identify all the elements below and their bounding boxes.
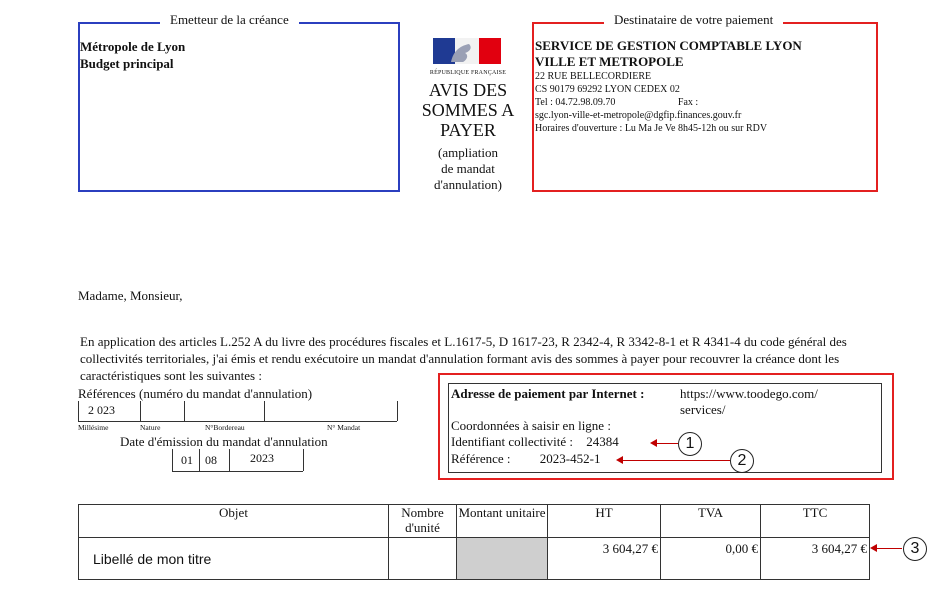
header-ht: HT: [548, 505, 661, 538]
references-label: Références (numéro du mandat d'annulation): [78, 386, 313, 401]
payment-id-row: [451, 434, 619, 450]
destination-name-line2: VILLE ET METROPOLE: [535, 54, 684, 69]
callout-arrow-2: [622, 460, 730, 461]
callout-number-3: 3: [903, 537, 927, 561]
references-year: 2 023: [88, 403, 115, 417]
document-subtitle-line3: d'annulation): [433, 177, 503, 192]
payment-internet-label: Adresse de paiement par Internet :: [451, 386, 645, 401]
payment-url-line2[interactable]: services/: [680, 402, 726, 417]
emitter-name-line1: Métropole de Lyon: [80, 39, 186, 54]
references-grid: [78, 401, 397, 422]
amounts-table: [78, 504, 870, 580]
intro-paragraph: En application des articles L.252 A du livre des procédures fiscales et L.1617-5, D 1617-23, R 2342-4, R 3342-8-1 et R 4341-4 du code général des collectivités territoriales, j'ai émis et rendu exécutoire un mandat d'annulation formant avis des sommes à payer pour recouvrer la créance dont les caractéristiques sont les suivantes :: [80, 334, 847, 383]
header-ttc: TTC: [761, 505, 870, 538]
callout-arrow-1: [656, 443, 678, 444]
cell-ht: 3 604,27 €: [548, 538, 661, 580]
cell-nombre: [389, 538, 457, 580]
emitter-name: [80, 38, 185, 72]
cell-montant: [457, 538, 548, 580]
date-day: 01: [181, 453, 193, 467]
callout-arrow-3: [876, 548, 902, 549]
payment-id-label: Identifiant collectivité :: [451, 434, 574, 449]
payment-url[interactable]: [680, 386, 870, 418]
marianne-logo-icon: [433, 38, 501, 64]
document-subtitle-line1: (ampliation: [438, 145, 498, 160]
label-millesime: Millésime: [78, 423, 109, 432]
emitter-name-line2: Budget principal: [80, 56, 174, 71]
destination-email[interactable]: sgc.lyon-ville-et-metropole@dgfip.finances.gouv.fr: [535, 110, 742, 121]
header-nombre: Nombre d'unité: [389, 505, 457, 538]
header-objet: Objet: [79, 505, 389, 538]
label-bordereau: N°Bordereau: [205, 423, 245, 432]
table-header-row: [79, 505, 870, 538]
destination-details: [535, 70, 875, 135]
destination-fax: Fax :: [677, 97, 699, 108]
callout-number-1: 1: [678, 432, 702, 456]
payment-id-value: 24384: [586, 434, 619, 449]
callout-arrowhead-3: [870, 544, 877, 552]
callout-number-2: 2: [730, 449, 754, 473]
references-divider: [184, 401, 185, 421]
destination-name: [535, 38, 870, 70]
payment-url-line1[interactable]: https://www.toodego.com/: [680, 386, 818, 401]
date-divider: [229, 449, 230, 471]
callout-arrowhead-2: [616, 456, 623, 464]
salutation: Madame, Monsieur,: [78, 288, 183, 303]
header-montant: Montant unitaire: [457, 505, 548, 538]
destination-hours: Horaires d'ouverture : Lu Ma Je Ve 8h45-12h ou sur RDV: [535, 123, 768, 134]
payment-coord-label: Coordonnées à saisir en ligne :: [451, 418, 611, 433]
date-month: 08: [205, 453, 217, 467]
document-title-line2: SOMMES A: [421, 100, 515, 120]
cell-objet: Libellé de mon titre: [79, 538, 389, 580]
references-divider: [140, 401, 141, 421]
date-label: Date d'émission du mandat d'annulation: [120, 434, 328, 449]
document-subtitle: [410, 145, 526, 193]
destination-address1: 22 RUE BELLECORDIERE: [535, 71, 652, 82]
document-title-line3: PAYER: [440, 120, 496, 140]
document-title: [410, 80, 526, 140]
payment-ref-row: [451, 451, 600, 467]
header-tva: TVA: [661, 505, 761, 538]
document-title-line1: AVIS DES: [428, 80, 508, 100]
destination-tel: Tel : 04.72.98.09.70: [535, 97, 616, 108]
label-mandat: N° Mandat: [327, 423, 361, 432]
label-nature: Nature: [140, 423, 161, 432]
destination-title: Destinataire de votre paiement: [604, 12, 783, 28]
destination-address2: CS 90179 69292 LYON CEDEX 02: [535, 84, 680, 95]
table-row: [79, 538, 870, 580]
republic-label: RÉPUBLIQUE FRANÇAISE: [429, 70, 507, 76]
references-divider: [397, 401, 398, 421]
references-divider: [264, 401, 265, 421]
destination-name-line1: SERVICE DE GESTION COMPTABLE LYON: [535, 38, 802, 53]
cell-ttc: 3 604,27 €: [761, 538, 870, 580]
date-divider: [303, 449, 304, 471]
document-subtitle-line2: de mandat: [441, 161, 495, 176]
emitter-title: Emetteur de la créance: [160, 12, 299, 28]
callout-arrowhead-1: [650, 439, 657, 447]
cell-tva: 0,00 €: [661, 538, 761, 580]
date-divider: [199, 449, 200, 471]
payment-ref-value: 2023-452-1: [539, 451, 601, 466]
date-year: 2023: [250, 451, 274, 465]
payment-ref-label: Référence :: [451, 451, 511, 466]
destination-phone-row: [535, 96, 875, 109]
